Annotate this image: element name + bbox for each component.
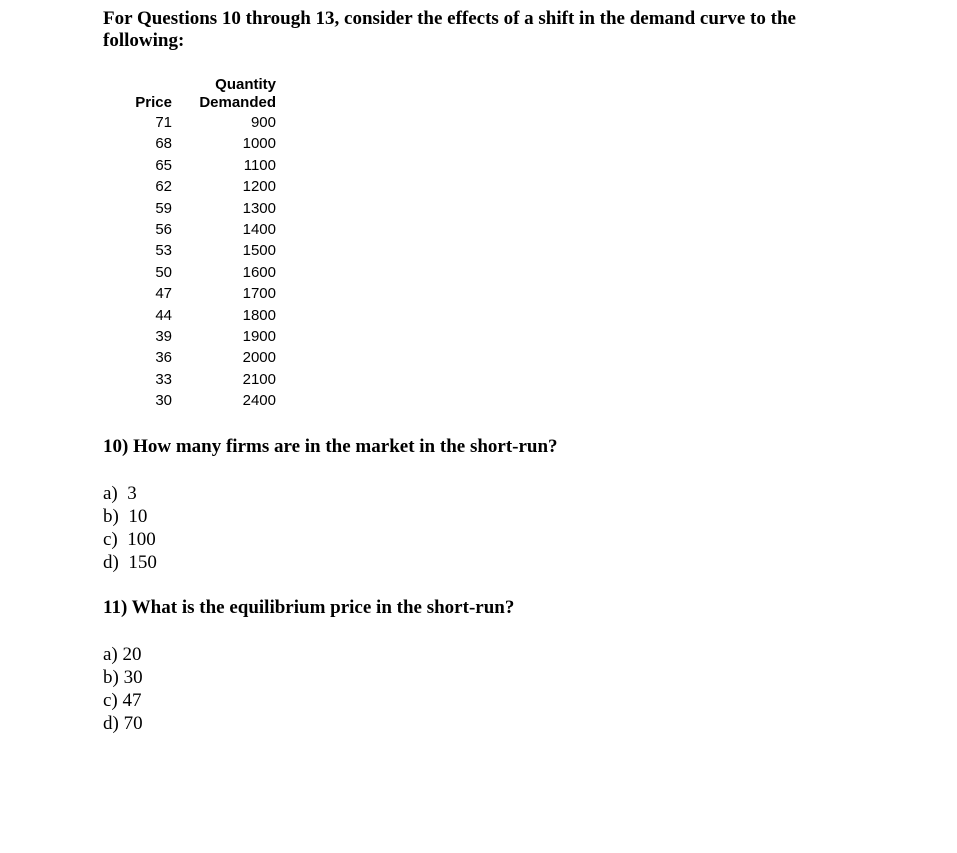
table-row — [126, 390, 276, 411]
table-header-row — [126, 76, 276, 112]
quantity-cell: 2100 — [242, 370, 276, 388]
question-10-option-d: d) 150 — [103, 552, 157, 573]
price-cell: 36 — [155, 349, 172, 367]
price-cell: 30 — [155, 392, 172, 410]
question-10: 10) How many firms are in the market in the short-run? — [103, 436, 558, 457]
quantity-cell: 1500 — [242, 242, 276, 260]
price-header — [126, 76, 172, 112]
question-11-options — [103, 643, 143, 735]
table-row — [126, 198, 276, 219]
price-cell: 56 — [155, 221, 172, 239]
quantity-cell: 1800 — [242, 306, 276, 324]
intro-text: For Questions 10 through 13, consider the effects of a shift in the demand curve to the following: — [103, 8, 796, 51]
table-row — [126, 283, 276, 304]
table-body — [126, 112, 276, 412]
quantity-cell: 900 — [250, 114, 276, 131]
table-row — [126, 133, 276, 154]
price-header-label: Price — [135, 94, 172, 111]
question-11-option-a: a) 20 — [103, 644, 142, 665]
table-row — [126, 219, 276, 240]
quantity-cell: 2000 — [242, 349, 276, 367]
price-cell: 33 — [155, 370, 172, 388]
table-row — [126, 369, 276, 390]
question-10-option-c: c) 100 — [103, 529, 156, 550]
price-cell: 39 — [155, 328, 172, 346]
quantity-cell: 1600 — [242, 263, 276, 281]
quantity-cell: 1200 — [242, 178, 276, 196]
quantity-header-line1: Quantity — [215, 76, 276, 93]
quantity-cell: 1100 — [243, 156, 276, 174]
quantity-cell: 1000 — [242, 135, 276, 153]
price-cell: 47 — [155, 285, 172, 303]
price-cell: 62 — [155, 178, 172, 196]
question-10-options — [103, 482, 157, 574]
quantity-header-line2: Demanded — [199, 94, 276, 111]
table-row — [126, 155, 276, 176]
quantity-cell: 1900 — [242, 328, 276, 346]
table-row — [126, 176, 276, 197]
price-cell: 68 — [155, 135, 172, 153]
demand-schedule-table — [126, 76, 276, 412]
question-11-option-c: c) 47 — [103, 690, 142, 711]
price-cell: 53 — [155, 242, 172, 260]
table-row — [126, 305, 276, 326]
quantity-cell: 1700 — [242, 285, 276, 303]
question-10-option-b: b) 10 — [103, 506, 148, 527]
table-row — [126, 326, 276, 347]
table-row — [126, 240, 276, 261]
price-cell: 50 — [155, 263, 172, 281]
question-11-option-d: d) 70 — [103, 713, 143, 734]
quantity-cell: 1300 — [242, 199, 276, 217]
price-cell: 59 — [155, 199, 172, 217]
table-row — [126, 262, 276, 283]
price-cell: 71 — [155, 114, 172, 131]
quantity-demanded-header — [172, 76, 276, 112]
question-11: 11) What is the equilibrium price in the short-run? — [103, 597, 515, 618]
quantity-cell: 1400 — [242, 221, 276, 239]
table-row — [126, 347, 276, 368]
quantity-cell: 2400 — [242, 392, 276, 410]
question-11-option-b: b) 30 — [103, 667, 143, 688]
table-row — [126, 112, 276, 133]
price-cell: 65 — [155, 156, 172, 174]
question-10-option-a: a) 3 — [103, 483, 137, 504]
price-cell: 44 — [155, 306, 172, 324]
